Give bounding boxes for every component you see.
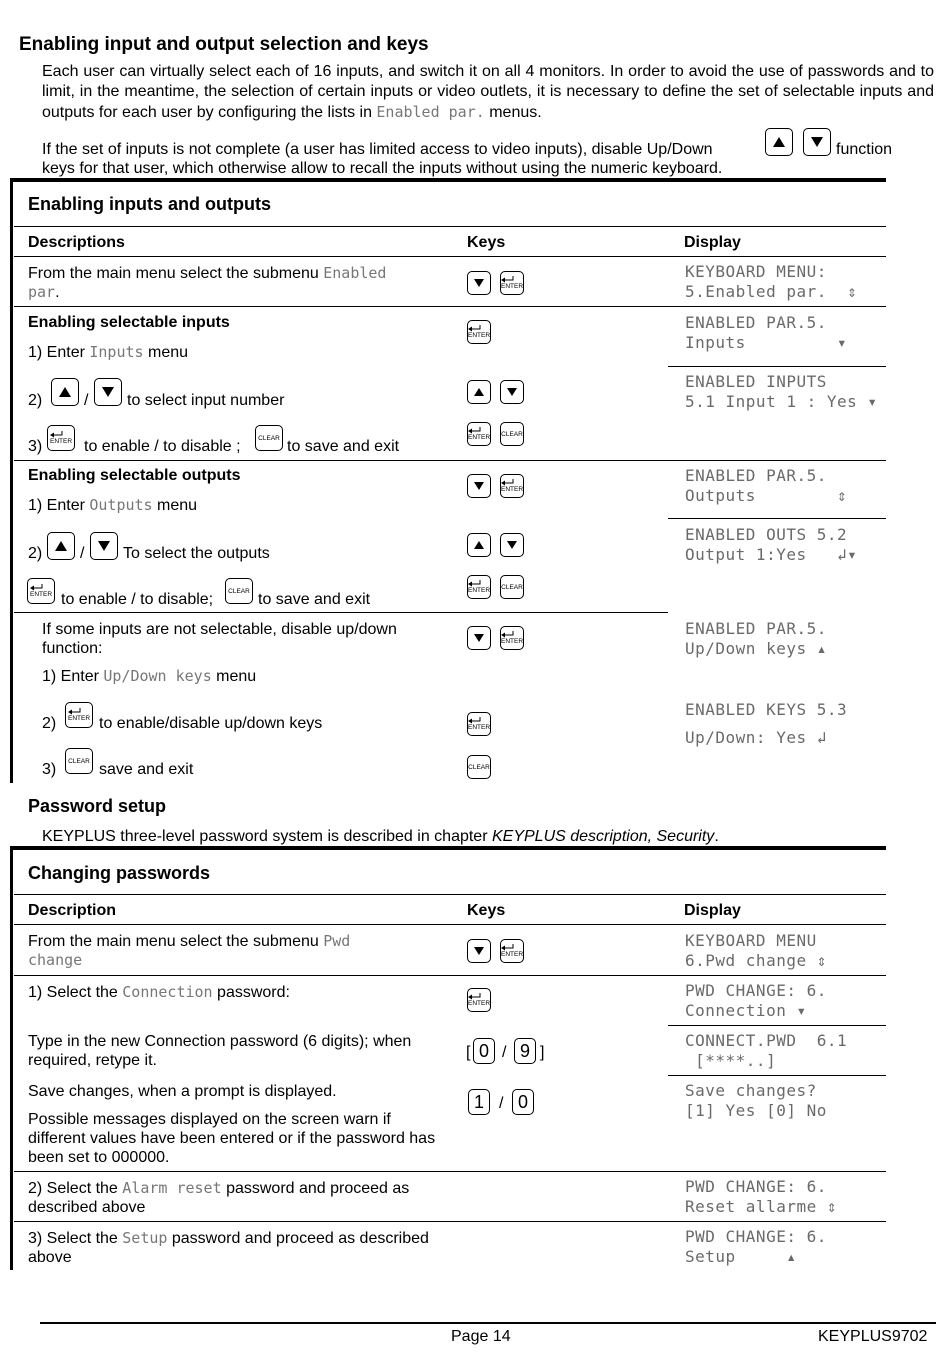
- clear-key-icon: CLEAR: [255, 425, 283, 451]
- digit-9-key: 9: [514, 1038, 536, 1064]
- updown-paragraph-cont: keys for that user, which otherwise allow to recall the inputs without using the numeric keyboard.: [42, 160, 723, 177]
- divider: [14, 612, 668, 613]
- divider: [14, 1171, 886, 1172]
- table2-row2-display-3: Save changes? [1] Yes [0] No: [685, 1081, 827, 1120]
- enter-key-icon: ENTER: [467, 422, 491, 446]
- inputs-step3-num: 3): [28, 438, 43, 455]
- table2-row2-step3: Save changes, when a prompt is displayed.: [28, 1083, 337, 1100]
- enter-key-icon: ENTER: [500, 474, 524, 498]
- down-arrow-key-icon: [803, 128, 831, 156]
- up-key-icon: [467, 533, 491, 557]
- table1-row1-display: KEYBOARD MENU: 5.Enabled par. ⇕: [685, 262, 858, 301]
- footer-rule: [40, 1322, 936, 1324]
- inputs-step2-num: 2): [28, 392, 43, 409]
- table2-row3-display: PWD CHANGE: 6. Reset allarme ⇕: [685, 1177, 837, 1216]
- table1-row1-desc: From the main menu select the submenu Enabled par.: [28, 264, 387, 301]
- up-arrow-key-icon: [765, 128, 793, 156]
- table2-row2-display-2: CONNECT.PWD 6.1 [****..]: [685, 1031, 848, 1070]
- col-header-display: Display: [684, 902, 741, 919]
- col-header-keys: Keys: [467, 234, 506, 251]
- outputs-step3-text2: to save and exit: [258, 591, 371, 608]
- enter-key-icon: ENTER: [467, 320, 491, 344]
- inputs-title: Enabling selectable inputs: [28, 314, 230, 331]
- enter-key-icon: ENTER: [47, 425, 75, 451]
- enter-key-icon: ENTER: [500, 939, 524, 963]
- outputs-title: Enabling selectable outputs: [28, 467, 241, 484]
- divider: [668, 366, 886, 367]
- clear-key-icon: CLEAR: [225, 578, 253, 604]
- inputs-step3-text: to enable / to disable ;: [84, 438, 241, 455]
- table1-top-rule: [10, 178, 886, 182]
- down-key-icon: [467, 939, 491, 963]
- inputs-step3-text2: to save and exit: [287, 438, 400, 455]
- enter-key-icon: ENTER: [467, 712, 491, 736]
- enter-key-icon: ENTER: [500, 626, 524, 650]
- updown-display-1: ENABLED PAR.5. Up/Down keys ▴: [685, 619, 827, 658]
- updown-text: If some inputs are not selectable, disable up/down function:: [42, 621, 397, 657]
- outputs-step2-num: 2): [28, 545, 43, 562]
- password-title: Password setup: [28, 796, 167, 816]
- table2-row2-step4: Possible messages displayed on the screen warn if different values have been entered or if the password has been set to 000000.: [28, 1111, 436, 1166]
- updown-step3-num: 3): [42, 761, 57, 778]
- down-key-icon: [467, 474, 491, 498]
- updown-step1: 1) Enter Up/Down keys menu: [42, 667, 257, 685]
- col-header-descriptions: Descriptions: [28, 234, 125, 251]
- table2-top-rule: [10, 846, 886, 850]
- table2-left-bar: [10, 846, 13, 1270]
- clear-key-icon: CLEAR: [65, 748, 93, 774]
- outputs-step1: 1) Enter Outputs menu: [28, 496, 198, 514]
- slash: /: [80, 545, 85, 562]
- outputs-step2-text: To select the outputs: [123, 545, 270, 562]
- digit-0-key: 0: [512, 1089, 534, 1115]
- bracket-left: [: [466, 1044, 471, 1061]
- table2-row4-desc: 3) Select the Setup password and proceed as described above: [28, 1229, 429, 1266]
- page-number: Page 14: [451, 1328, 511, 1345]
- table1-title: Enabling inputs and outputs: [28, 194, 271, 214]
- slash: /: [502, 1044, 507, 1061]
- clear-key-icon: CLEAR: [467, 755, 491, 779]
- table2-title: Changing passwords: [28, 863, 211, 883]
- table2-row2-display-1: PWD CHANGE: 6. Connection ▾: [685, 981, 827, 1020]
- enter-key-icon: ENTER: [467, 988, 491, 1012]
- divider: [14, 306, 886, 307]
- outputs-step3-text: to enable / to disable;: [61, 591, 214, 608]
- enter-key-icon: ENTER: [27, 578, 55, 604]
- updown-step2-text: to enable/disable up/down keys: [99, 715, 323, 732]
- inputs-step2-text: to select input number: [127, 392, 285, 409]
- clear-key-icon: CLEAR: [500, 422, 524, 446]
- divider: [668, 518, 886, 519]
- section-title: Enabling input and output selection and keys: [19, 34, 429, 55]
- down-key-icon: [90, 532, 118, 560]
- down-key-icon: [467, 626, 491, 650]
- divider: [668, 1025, 886, 1026]
- up-key-icon: [47, 532, 75, 560]
- divider: [14, 1221, 886, 1222]
- updown-step2-num: 2): [42, 715, 57, 732]
- intro-paragraph: Each user can virtually select each of 16 inputs, and switch it on all 4 monitors. In order to avoid the use of passwords and to limit, in the meantime, the selection of certain inputs or video outlets, it is necessary to define the set of selectable inputs and outputs for each user by configuring the lists in Enabled par. menus.: [42, 63, 934, 121]
- updown-display-2: ENABLED KEYS 5.3 Up/Down: Yes ↲: [685, 700, 848, 747]
- table2-row2-step1: 1) Select the Connection password:: [28, 983, 290, 1001]
- col-header-display: Display: [684, 234, 741, 251]
- outputs-display-2: ENABLED OUTS 5.2 Output 1:Yes ↲▾: [685, 525, 858, 564]
- divider: [14, 894, 886, 895]
- down-key-icon: [467, 271, 491, 295]
- divider: [14, 975, 886, 976]
- down-key-icon: [500, 533, 524, 557]
- divider: [668, 1075, 886, 1076]
- bracket-right: ]: [540, 1044, 545, 1061]
- up-key-icon: [467, 380, 491, 404]
- table2-row1-desc: From the main menu select the submenu Pwd change: [28, 932, 351, 969]
- down-key-icon: [500, 380, 524, 404]
- inputs-step1: 1) Enter Inputs menu: [28, 343, 189, 361]
- function-label: function: [836, 141, 893, 158]
- enter-key-icon: ENTER: [500, 271, 524, 295]
- table2-row3-desc: 2) Select the Alarm reset password and proceed as described above: [28, 1179, 410, 1216]
- updown-step3-text: save and exit: [99, 761, 194, 778]
- slash: /: [84, 392, 89, 409]
- table1-left-bar: [10, 178, 13, 783]
- down-key-icon: [94, 378, 122, 406]
- document-code: KEYPLUS9702: [818, 1328, 928, 1345]
- table2-row1-display: KEYBOARD MENU 6.Pwd change ⇕: [685, 931, 827, 970]
- divider: [14, 256, 886, 257]
- outputs-display-1: ENABLED PAR.5. Outputs ⇕: [685, 466, 848, 505]
- col-header-description: Description: [28, 902, 117, 919]
- digit-1-key: 1: [468, 1089, 490, 1115]
- enter-key-icon: ENTER: [65, 702, 93, 728]
- password-paragraph: KEYPLUS three-level password system is described in chapter KEYPLUS description, Security.: [42, 828, 719, 845]
- slash: /: [499, 1095, 504, 1112]
- divider: [14, 226, 886, 227]
- col-header-keys: Keys: [467, 902, 506, 919]
- digit-0-key: 0: [473, 1038, 495, 1064]
- table2-row4-display: PWD CHANGE: 6. Setup ▴: [685, 1227, 827, 1266]
- divider: [14, 460, 886, 461]
- inputs-display-1: ENABLED PAR.5. Inputs ▾: [685, 313, 848, 352]
- table2-row2-step2: Type in the new Connection password (6 digits); when required, retype it.: [28, 1033, 412, 1069]
- up-key-icon: [51, 378, 79, 406]
- clear-key-icon: CLEAR: [500, 575, 524, 599]
- enter-key-icon: ENTER: [467, 575, 491, 599]
- inputs-display-2: ENABLED INPUTS 5.1 Input 1 : Yes ▾: [685, 372, 878, 411]
- divider: [14, 924, 886, 925]
- updown-paragraph: If the set of inputs is not complete (a user has limited access to video inputs), disable Up/Down: [42, 141, 713, 158]
